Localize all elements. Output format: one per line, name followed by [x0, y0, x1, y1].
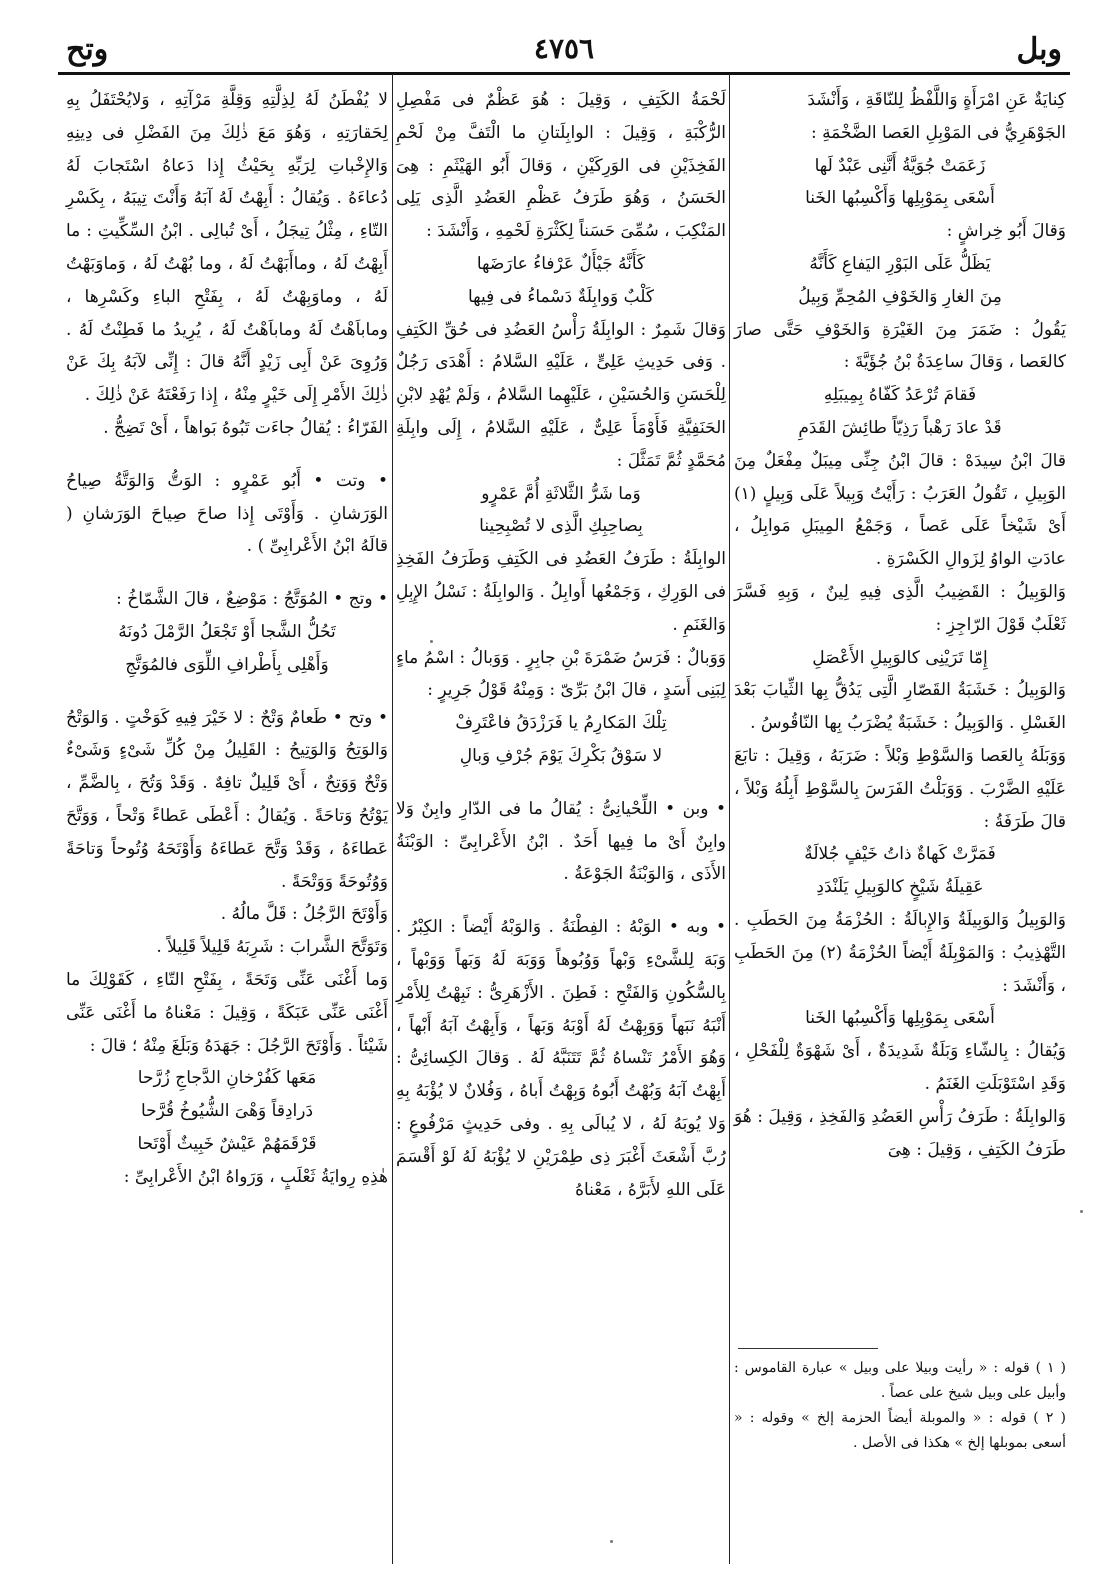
footnotes [734, 1356, 1066, 1456]
verse-line: إِمّا تَرَيْنِى كالوَبِيلِ الأَعْصَلِ [812, 647, 988, 668]
verse-line: مَعَها كَفُرْخانِ الدَّجاجِ زُرَّحا [137, 1068, 317, 1089]
scan-speck [1080, 1210, 1083, 1213]
entry-wtt: • وتت • أَبُو عَمْرٍو : الوَتُّ وَالوَتَّةُ صِياحُ الوَرَشانِ . وَأَوْتَى إِذا صاحَ صِياحَ الوَرَشانِ ( قالَهُ ابْنُ الأَعْرابِىِّ ) . [66, 470, 388, 557]
column-divider-left [392, 74, 393, 1564]
left-column [66, 84, 388, 1194]
paragraph: الفَرّاءُ : يُقالُ جاءَت تَبُوهُ بَواهاً ، أَىْ تَضِجُّ . [103, 417, 388, 438]
verse-line: أَسْعَى بِمَوْبِلِها وَأَكْسِبُها الخَنا [805, 188, 995, 209]
footnote-rule [738, 1348, 878, 1349]
paragraph: وَوَبَلَهُ بِالعَصا وَالسَّوْطِ وَبْلاً : ضَرَبَهُ ، وَقِيلَ : تابَعَ عَلَيْهِ الضَّرْبَ . وَوَبَلْتُ الفَرَسَ بِالسَّوْطِ أَبِلُهُ وَبْلاً ، قالَ طَرَفَةُ : [734, 745, 1066, 832]
verse-line: فَمَرَّتْ كَهاةٌ ذاتُ خَيْفٍ جُلالَةٌ [804, 844, 996, 865]
paragraph: وَالوَبِيلُ وَالوَبِيلَةُ وَالإِبالَةُ : الحُزْمَةُ مِنَ الحَطَبِ . التَّهْذِيبُ : وَالمَوْبِلَةُ أَيْضاً الحُزْمَةُ (٢) مِنَ الحَطَبِ ، وَأَنْشَدَ : [734, 909, 1066, 996]
middle-column [396, 84, 726, 1206]
verse-line: قَرْقَمَهُمْ عَيْشٌ خَبِيثٌ أَوْتَحا [137, 1133, 317, 1154]
footnote-2: ( ٢ ) قوله : « والموبلة أيضاً الحزمة إلخ » وقوله : « أسعى بموبلها إلخ » هكذا فى الأصل . [734, 1410, 1066, 1451]
verse-line: وَأَهْلِى بِأَطْرافِ اللِّوَى فالمُوَتَّجِ [125, 654, 329, 675]
paragraph: وَتَوَتَّحَ الشَّرابَ : شَرِبَهُ قَلِيلاً قَلِيلاً . [156, 937, 388, 958]
page-number: ٤٧٥٦ [533, 32, 595, 65]
entry-wbn: • وبن • اللِّحْيانِىُّ : يُقالُ ما فى الدّارِ وابِنٌ وَلا وابِنٌ أَىْ ما فِيها أَحَدٌ . ابْنُ الأَعْرابِىِّ : الوَبْنَةُ الأَذَى ، وَالوَبْنَةُ الجَوْعَةُ . [396, 798, 726, 885]
paragraph: وَما أَغْنَى عَنِّى وَتَحَةً ، بِفَتْحِ التّاءِ ، كَقَوْلِكَ ما أَغْنَى عَنِّى عَبَكَةً ، وَقِيلَ : مَعْناهُ ما أَغْنَى عَنِّى شَيْئاً . وَأَوْتَحَ الرَّجُلَ : جَهَدَهُ وَبَلَغَ مِنْهُ ؛ قالَ : [66, 969, 388, 1056]
verse-line: كَلْبٌ وَوابِلَةٌ دَسْماءُ فى فِيها [467, 286, 655, 307]
paragraph: هٰذِهِ رِوايَةُ ثَعْلَبٍ ، وَرَواهُ ابْنُ الأَعْرابِىِّ : [123, 1166, 388, 1187]
verse-line: كَأَنَّهُ جَيْأَلٌ عَرْفاءُ عارَضَها [476, 253, 646, 274]
paragraph: وَقالَ أَبُو خِراشٍ : [946, 221, 1066, 242]
scan-speck [430, 640, 433, 643]
paragraph: وَوَبالٌ : فَرَسُ ضَمْرَةَ بْنِ جابِرٍ . وَوَبالُ : اسْمُ ماءٍ لِبَنِى أَسَدٍ ، قالَ ابْنُ بَرِّىّ : وَمِنْهُ قَوْلُ جَرِيرٍ : [396, 647, 726, 701]
right-column [734, 84, 1066, 1166]
verse-line: قَدْ عادَ رَهْباً رَذِيّاً طائِشَ القَدَمِ [798, 417, 1002, 438]
entry-wth: • وتح • طَعامٌ وَتْحٌ : لا خَيْرَ فِيهِ كَوَخْتٍ . وَالوَتْحُ وَالوَتِحُ وَالوَتِيحُ : القَلِيلُ مِنْ كُلِّ شَىْءٍ وَشَىْءٌ وَتْحٌ وَوَتِحٌ ، أَىْ قَلِيلٌ تافِهٌ . وَقَدْ وَتُحَ ، بِالضَّمِّ ، يَوْتُحُ وَتاحَةً . وَيُقالُ : أَعْطَى عَطاءً وَتْحاً ، وَوَتَّحَ عَطاءَهُ ، وَقَدْ وَتَّحَ عَطاءَهُ وَأَوْتَحَهُ وُتُوحاً وَتاحَةً وَوُتُوحَةً وَوَتْحَةً . [66, 707, 388, 892]
paragraph: يَقُولُ : ضَمَرَ مِنَ الغَيْرَةِ وَالخَوْفِ حَتَّى صارَ كالعَصا ، وَقالَ ساعِدَةُ بْنُ جُؤَيَّةَ : [734, 319, 1066, 373]
verse-line: بِصاحِبِكِ الَّذِى لا تُصْبِحِينا [479, 516, 643, 537]
paragraph: وَالوَبِيلُ : القَضِيبُ الَّذِى فِيهِ لِينٌ ، وَبِهِ فَسَّرَ ثَعْلَبٌ قَوْلَ الرّاجِزِ : [734, 581, 1066, 635]
paragraph: وَأَوْتَحَ الرَّجُلُ : قَلَّ مالُهُ . [220, 904, 388, 925]
verse-line: وَما شَرُّ الثَّلاثَةِ أُمَّ عَمْرٍو [481, 483, 641, 504]
page-header [58, 26, 1070, 72]
header-root-word-left: وتح [66, 32, 109, 67]
verse-line: مِنَ الغارِ وَالخَوْفِ المُحِمِّ وَبِيلُ [798, 286, 1002, 307]
footnote-1: ( ١ ) قوله : « رأيت وبيلا على وبيل » عبارة القاموس : وأبيل على وبيل شيخ على عصاً . [734, 1360, 1066, 1401]
verse-line: فَقامَ تُرْعَدُ كَفّاهُ بِمِيبَلِهِ [823, 385, 977, 406]
paragraph: وَقالَ شَمِرٌ : الوابِلَةُ رَأْسُ العَضُدِ فى حُقِّ الكَتِفِ . وَفى حَدِيثِ عَلِىٍّ ، عَلَيْهِ السَّلامُ : أَهْدَى رَجُلٌ لِلْحَسَنِ وَالحُسَيْنِ ، عَلَيْهِما السَّلامُ ، وَلَمْ يُهْدِ لابْنِ الحَنَفِيَّةِ فَأَوْمَأَ عَلِىٌّ ، عَلَيْهِ السَّلامُ ، إِلَى وابِلَةِ مُحَمَّدٍ ثُمَّ تَمَثَّلَ : [396, 319, 726, 471]
paragraph: الجَوْهَرِيُّ فى المَوْبِلِ العَصا الضَّخْمَةِ : [810, 122, 1066, 143]
verse-line: يَظَلُّ عَلَى البَوْرِ اليَفاعِ كَأَنَّهُ [809, 253, 991, 274]
verse-line: زَعَمَتْ جُوَيَّةُ أَنَّنِى عَبْدٌ لَها [814, 155, 986, 176]
verse-line: لا سَوْقُ بَكْرِكَ يَوْمَ جُرْفِ وَبالِ [459, 745, 663, 766]
column-divider-right [729, 74, 730, 1564]
paragraph: وَيُقالُ : بِالشّاءِ وَبَلَةٌ شَدِيدَةٌ ، أَىْ شَهْوَةٌ لِلْفَحْلِ ، وَقَدِ اسْتَوْبَلَتِ الغَنَمُ . [734, 1041, 1066, 1094]
verse-line: عَقِيلَةُ شَيْخٍ كالوَبِيلِ يَلَنْدَدِ [816, 877, 984, 898]
paragraph: كِنايَةٌ عَنِ امْرَأَةٍ وَاللَّفْظُ لِلنّاقَةِ ، وَأَنْشَدَ [807, 90, 1066, 110]
scan-speck [610, 1540, 613, 1543]
entry-wbh: • وبه • الوَبْهُ : الفِطْنَةُ . وَالوَبْهُ أَيْضاً : الكِبْرُ . وَبَهَ لِلشَّىْءِ وَبْهاً وَوُبُوهاً وَوَبَهَ لَهُ وَبَهاً وَوَبْهاً ، بِالسُّكُونِ وَالفَتْحِ : فَطِنَ . الأَزْهَرِىُّ : نَبِهْتُ لِلأَمْرِ أَنْبَهُ نَبَهاً وَوَبِهْتُ لَهُ أَوْبَهُ وَبَهاً ، وَأَبِهْتُ آبَهُ أَبْهاً ، وَهُوَ الأَمْرُ تَنْساهُ ثُمَّ تَتَنَبَّهُ لَهُ . وَقالَ الكِسائِىُّ : أَبِهْتُ آبَهُ وَبُهْتُ أَبُوهُ وَبِهْتُ أَباهُ ، وَفُلانٌ لا يُؤْبَهُ بِهِ وَلا يُوبَهُ لَهُ ، لا يُبالَى بِهِ . وفى حَدِيثٍ مَرْفُوعٍ : رُبَّ أَشْعَثَ أَغْبَرَ ذِى طِمْرَيْنِ لا يُؤْبَهُ لَهُ لَوْ أَقْسَمَ عَلَى اللهِ لأَبَرَّهُ ، مَعْناهُ [396, 917, 726, 1200]
paragraph: قالَ ابْنُ سِيدَهْ : قالَ ابْنُ جِنِّى مِيبَلٌ مِفْعَلٌ مِنَ الوَبِيلِ ، تَقُولُ العَرَبُ : رَأَيْتُ وَبِيلاً عَلَى وَبِيلٍ (١) أَىْ شَيْخاً عَلَى عَصاً ، وَجَمْعُ المِيبَلِ مَوابِلُ ، عادَتِ الواوُ لِزَوالِ الكَسْرَةِ . [734, 450, 1066, 570]
paragraph: وَالوَبِيلُ : خَشَبَةُ القَصّارِ الَّتِى يَدُقُّ بِها الثِّيابَ بَعْدَ الغَسْلِ . وَالوَبِيلُ : خَشَبَةٌ يُضْرَبُ بِها النّاقُوسُ . [734, 680, 1066, 734]
paragraph: لَحْمَةُ الكَتِفِ ، وَقِيلَ : هُوَ عَظْمٌ فى مَفْصِلِ الرُّكْبَةِ ، وَقِيلَ : الوابِلَتانِ ما الْتَفَّ مِنْ لَحْمِ الفَخِذَيْنِ فى الوَرِكَيْنِ ، وَقالَ أَبُو الهَيْثَمِ : هِىَ الحَسَنُ ، وَهُوَ طَرَفُ عَظْمِ العَضُدِ الَّذِى يَلِى المَنْكِبَ ، سُمِّىَ حَسَناً لِكَثْرَةِ لَحْمِهِ ، وَأَنْشَدَ : [396, 90, 726, 242]
header-rule [58, 72, 1070, 75]
verse-line: تِلْكَ المَكارِمُ يا فَرَزْدَقُ فاعْتَرِفْ [455, 713, 667, 734]
entry-wtj: • وتج • المُوَتَّجُ : مَوْضِعٌ ، قالَ الشَّمّاخُ : [116, 589, 388, 610]
paragraph: لا يُفْطَنُ لَهُ لِذِلَّتِهِ وَقِلَّةِ مَرْآتِهِ ، وَلايُحْتَفَلُ بِهِ لِحَقارَتِهِ ، وَهُوَ مَعَ ذٰلِكَ مِنَ الفَضْلِ فى دِينِهِ وَالإِخْباتِ لِرَبِّهِ بِحَيْثُ إِذا دَعاهُ اسْتَجابَ لَهُ دُعاءَهُ . وَيُقالُ : أَبِهْتُ لَهُ آبَهُ وَأَنْتَ تِيبَهُ ، بِكَسْرِ التّاءِ ، مِثْلُ تِيجَلُ ، أَىْ تُبالِى . ابْنُ السِّكِّيتِ : ما أَبِهْتُ لَهُ ، وماأَبَهْتُ لَهُ ، وما بُهْتُ لَهُ ، وَماوَبَهْتُ لَهُ ، وماوَبِهْتُ لَهُ ، بِفَتْحِ الباءِ وكَسْرِها ، وماباَهْتُ لَهُ وماباَهْتُ لَهُ ، يُرِيدُ ما فَطِنْتُ لَهُ . وَرُوِىَ عَنْ أَبِى زَيْدٍ أَنَّهُ قالَ : إِنِّى لآبَهُ بِكَ عَنْ ذٰلِكَ الأَمْرِ إِلَى خَيْرٍ مِنْهُ ، إِذا رَفَعْتَهُ عَنْ ذٰلِكَ . [66, 90, 388, 406]
paragraph: الوابِلَةُ : طَرَفُ العَضُدِ فى الكَتِفِ وَطَرَفُ الفَخِذِ فى الوَرِكِ ، وَجَمْعُها أَوابِلُ . وَالوابِلَةُ : نَسْلُ الإِبِلِ وَالغَنَمِ . [396, 549, 726, 635]
paragraph: وَالوابِلَةُ : طَرَفُ رَأْسِ العَضُدِ وَالفَخِذِ ، وَقِيلَ : هُوَ طَرَفُ الكَتِفِ ، وَقِيلَ : هِىَ [734, 1106, 1066, 1160]
verse-line: أَسْعَى بِمَوْبِلِها وَأَكْسِبُها الخَنا [805, 1008, 995, 1029]
header-root-word-right: وبل [1016, 32, 1062, 67]
verse-line: تَحُلُّ الشَّجا أَوْ تَجْعَلُ الرَّمْلَ دُونَهُ [118, 621, 336, 642]
verse-line: دَرادِقاً وَهْىَ الشُّيُوخُ قُرَّحا [140, 1101, 314, 1122]
